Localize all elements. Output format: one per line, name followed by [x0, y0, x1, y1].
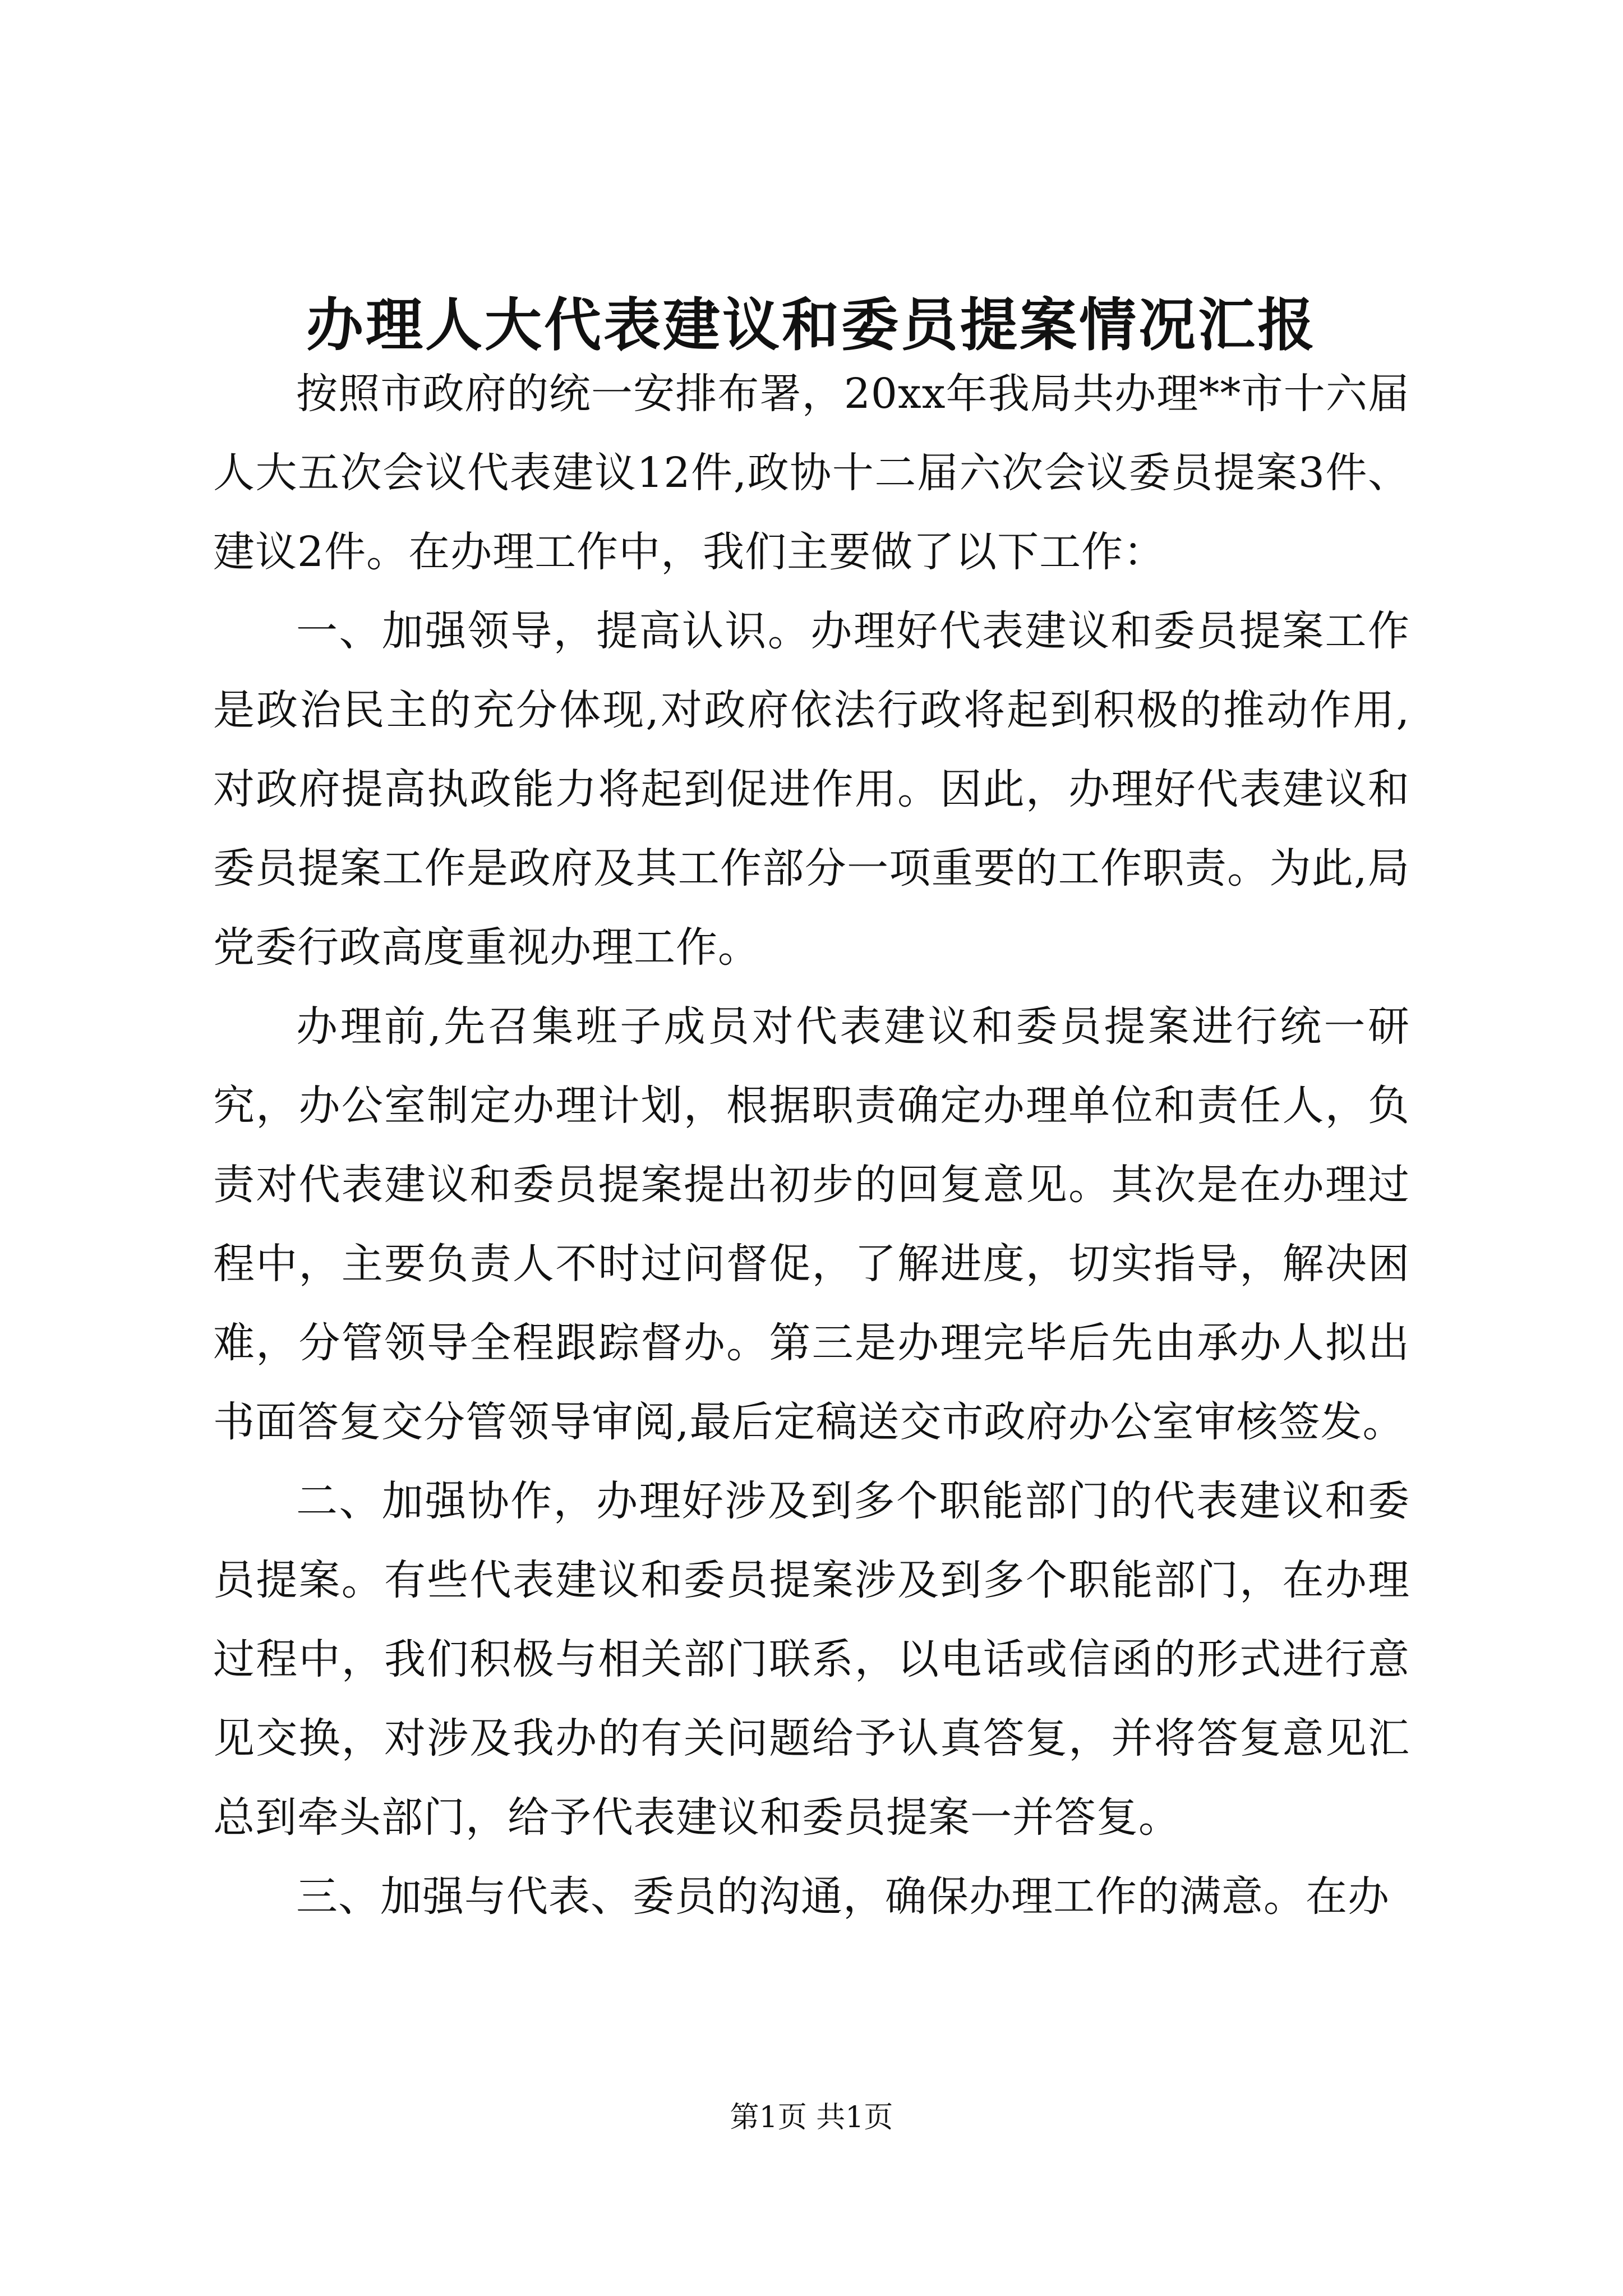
paragraph: 一、加强领导，提高认识。办理好代表建议和委员提案工作是政治民主的充分体现,对政府依法行政将起到积极的推动作用,对政府提高执政能力将起到促进作用。因此，办理好代表建议和委员提案工作是政府及其工作部分一项重要的工作职责。为此,局党委行政高度重视办理工作。	[213, 607, 1410, 972]
page-footer: 第1页 共1页	[730, 2101, 893, 2134]
document-body	[213, 355, 1410, 1936]
paragraph: 按照市政府的统一安排布署，20xx年我局共办理**市十六届人大五次会议代表建议12件,政协十二届六次会议委员提案3件、建议2件。在办理工作中，我们主要做了以下工作：	[213, 370, 1410, 576]
paragraph: 三、加强与代表、委员的沟通，确保办理工作的满意。在办	[296, 1872, 1390, 1921]
paragraph: 办理前,先召集班子成员对代表建议和委员提案进行统一研究，办公室制定办理计划，根据职责确定办理单位和责任人，负责对代表建议和委员提案提出初步的回复意见。其次是在办理过程中，主要负责人不时过问督促，了解进度，切实指导，解决困难，分管领导全程跟踪督办。第三是办理完毕后先由承办人拟出书面答复交分管领导审阅,最后定稿送交市政府办公室审核签发。	[213, 1002, 1410, 1446]
document-title: 办理人大代表建议和委员提案情况汇报	[306, 292, 1317, 359]
paragraph: 二、加强协作，办理好涉及到多个职能部门的代表建议和委员提案。有些代表建议和委员提案涉及到多个职能部门，在办理过程中，我们积极与相关部门联系，以电话或信函的形式进行意见交换，对涉及我办的有关问题给予认真答复，并将答复意见汇总到牵头部门，给予代表建议和委员提案一并答复。	[213, 1477, 1410, 1842]
